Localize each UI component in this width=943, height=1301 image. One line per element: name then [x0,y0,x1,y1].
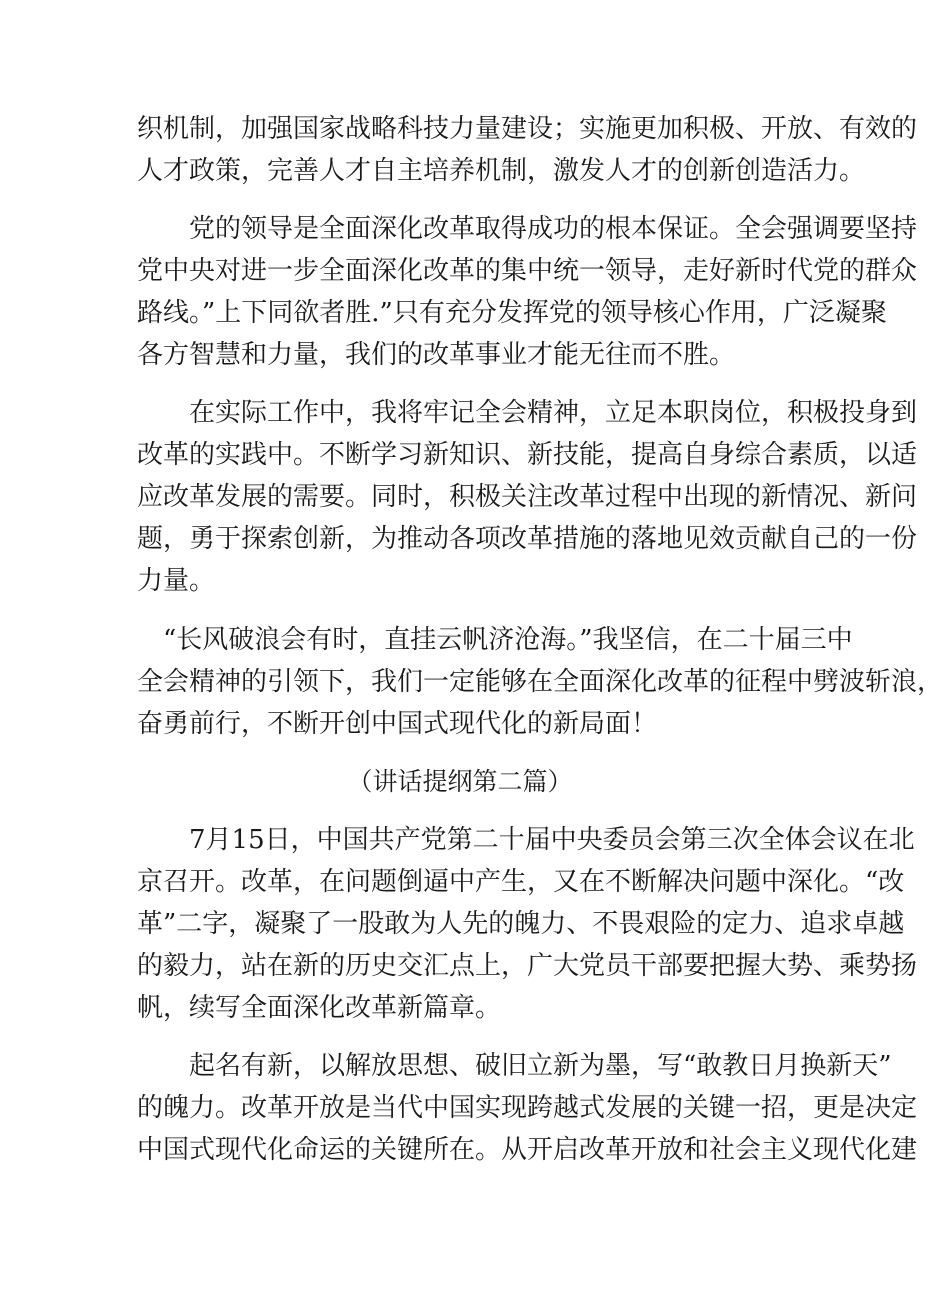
text-line: 力量。 [137,566,216,596]
text-line: 京召开。改革，在问题倒逼中产生，又在不断解决问题中深化。“改 [137,867,905,897]
text-line: 起名有新，以解放思想、破旧立新为墨，写“敢教日月换新天” [137,1051,892,1081]
text-line: 党中央对进一步全面深化改革的集中统一领导，走好新时代党的群众 [137,256,918,286]
text-line: 路线。”上下同欲者胜.”只有充分发挥党的领导核心作用，广泛凝聚 [137,298,887,328]
text-line: 在实际工作中，我将牢记全会精神，立足本职岗位，积极投身到 [137,398,918,428]
text-line: 应改革发展的需要。同时，积极关注改革过程中出现的新情况、新问 [137,482,918,512]
text-line: 改革的实践中。不断学习新知识、新技能，提高自身综合素质，以适 [137,440,918,470]
text-line: 革”二字，凝聚了一股敢为人先的魄力、不畏艰险的定力、追求卓越 [137,909,905,939]
text-line: “长风破浪会有时，直挂云帆济沧海。”我坚信，在二十届三中 [137,625,853,655]
text-line: 的毅力，站在新的历史交汇点上，广大党员干部要把握大势、乘势扬 [137,951,918,981]
section-heading: （讲话提纲第二篇） [347,767,573,796]
text-line: 题，勇于探索创新，为推动各项改革措施的落地见效贡献自己的一份 [137,524,918,554]
text-line: 各方智慧和力量，我们的改革事业才能无往而不胜。 [137,340,736,370]
text-line: 的魄力。改革开放是当代中国实现跨越式发展的关键一招，更是决定 [137,1093,918,1123]
text-line: 7月15日，中国共产党第二十届中央委员会第三次全体会议在北 [137,825,915,855]
text-line: 全会精神的引领下，我们一定能够在全面深化改革的征程中劈波斩浪， [137,667,943,697]
text-line: 帆，续写全面深化改革新篇章。 [137,993,502,1023]
text-line: 织机制，加强国家战略科技力量建设；实施更加积极、开放、有效的 [137,114,918,144]
text-line: 党的领导是全面深化改革取得成功的根本保证。全会强调要坚持 [137,214,918,244]
text-line: 中国式现代化命运的关键所在。从开启改革开放和社会主义现代化建 [137,1135,918,1165]
text-line: 奋勇前行，不断开创中国式现代化的新局面！ [137,709,658,739]
text-line: 人才政策，完善人才自主培养机制，激发人才的创新创造活力。 [137,156,866,186]
